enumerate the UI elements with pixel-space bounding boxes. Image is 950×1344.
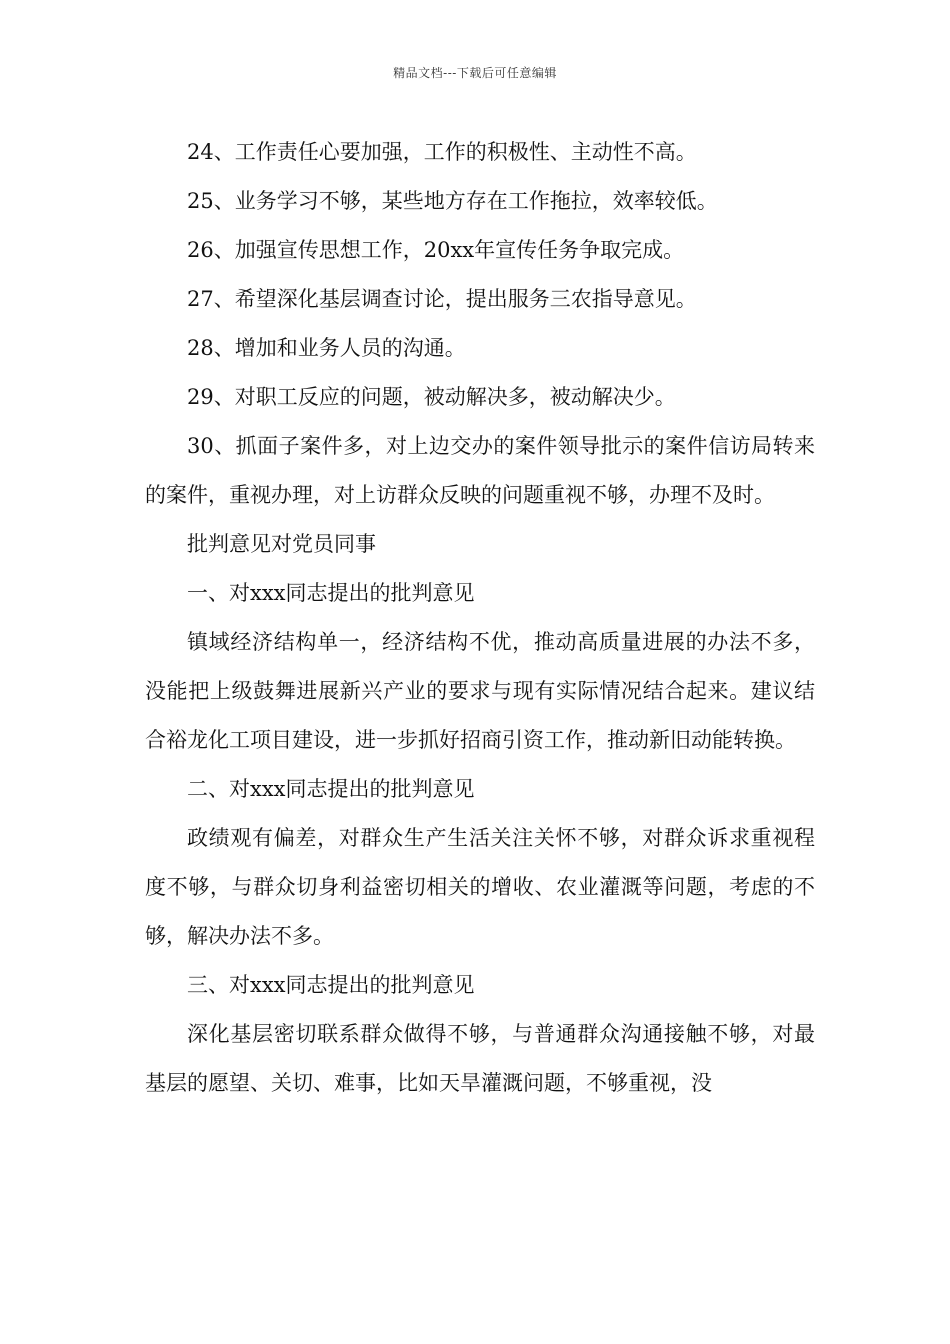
paragraph-item-26: 26、加强宣传思想工作，20xx年宣传任务争取完成。 xyxy=(187,238,685,262)
paragraph-item-27: 27、希望深化基层调查讨论，提出服务三农指导意见。 xyxy=(187,287,697,311)
section-heading: 批判意见对党员同事 xyxy=(187,532,376,556)
subsection-body-3: 深化基层密切联系群众做得不够，与普通群众沟通接触不够，对最基层的愿望、关切、难事，比如天旱灌溉问题，不够重视，没 xyxy=(145,1022,815,1095)
subsection-heading-2: 二、对xxx同志提出的批判意见 xyxy=(187,777,475,801)
subsection-body-2: 政绩观有偏差，对群众生产生活关注关怀不够，对群众诉求重视程度不够，与群众切身利益密切相关的增收、农业灌溉等问题，考虑的不够，解决办法不多。 xyxy=(145,826,815,948)
paragraph-item-29: 29、对职工反应的问题，被动解决多，被动解决少。 xyxy=(187,385,676,409)
paragraph-item-25: 25、业务学习不够，某些地方存在工作拖拉，效率较低。 xyxy=(187,189,718,213)
page-header: 精品文档---下载后可任意编辑 xyxy=(393,66,557,80)
subsection-heading-3: 三、对xxx同志提出的批判意见 xyxy=(187,973,475,997)
document-body xyxy=(145,128,815,1108)
paragraph-item-24: 24、工作责任心要加强，工作的积极性、主动性不高。 xyxy=(187,140,697,164)
paragraph-item-30: 30、抓面子案件多，对上边交办的案件领导批示的案件信访局转来的案件，重视办理，对上访群众反映的问题重视不够，办理不及时。 xyxy=(145,434,815,507)
subsection-body-1: 镇域经济结构单一，经济结构不优，推动高质量进展的办法不多，没能把上级鼓舞进展新兴产业的要求与现有实际情况结合起来。建议结合裕龙化工项目建设，进一步抓好招商引资工作，推动新旧动能转换。 xyxy=(145,630,815,752)
subsection-heading-1: 一、对xxx同志提出的批判意见 xyxy=(187,581,475,605)
paragraph-item-28: 28、增加和业务人员的沟通。 xyxy=(187,336,466,360)
